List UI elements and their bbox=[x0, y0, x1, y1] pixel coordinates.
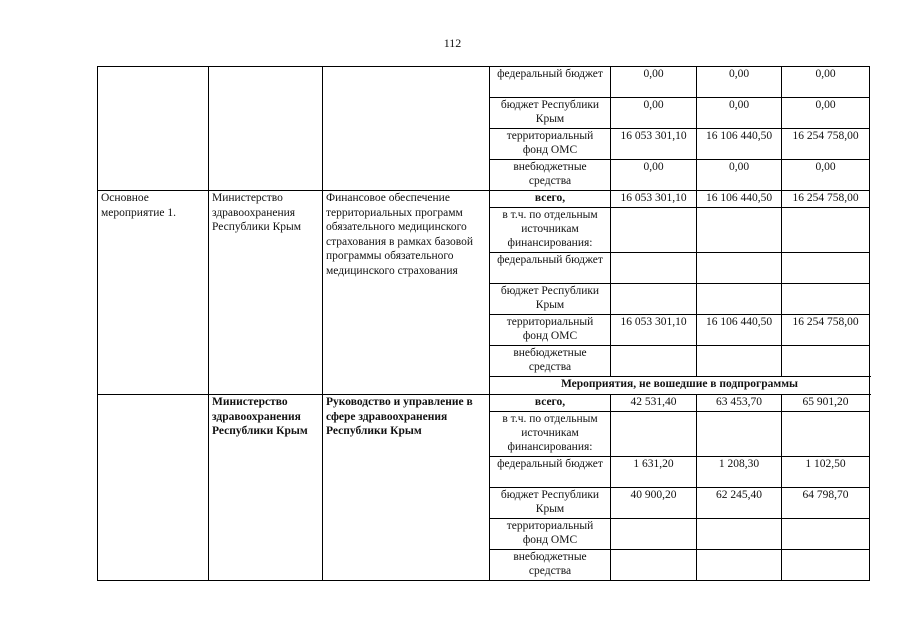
executor-cell bbox=[209, 67, 323, 191]
value-cell bbox=[697, 412, 782, 457]
value-cell: 16 106 440,50 bbox=[697, 191, 782, 208]
value-cell: 0,00 bbox=[697, 98, 782, 129]
activity-description: Финансовое обеспечение территориальных программ обязательного медицинского страхования в рамках базовой программы обязательного медицинского страхования bbox=[323, 191, 490, 395]
activity-cell bbox=[98, 395, 209, 581]
value-cell: 0,00 bbox=[697, 160, 782, 191]
source-label: территориальный фонд ОМС bbox=[490, 519, 611, 550]
source-label: федеральный бюджет bbox=[490, 253, 611, 284]
activity-description: Руководство и управление в сфере здравоохранения Республики Крым bbox=[323, 395, 490, 581]
value-cell: 16 053 301,10 bbox=[611, 129, 697, 160]
value-cell bbox=[697, 519, 782, 550]
source-label: внебюджетные средства bbox=[490, 550, 611, 581]
budget-table bbox=[97, 66, 870, 581]
source-label: бюджет Республики Крым bbox=[490, 284, 611, 315]
value-cell bbox=[782, 346, 870, 377]
value-cell: 63 453,70 bbox=[697, 395, 782, 412]
value-cell: 16 106 440,50 bbox=[697, 129, 782, 160]
source-label-total: всего, bbox=[490, 191, 611, 208]
value-cell bbox=[611, 412, 697, 457]
executor-name: Министерство здравоохранения Республики Крым bbox=[209, 395, 323, 581]
description-cell bbox=[323, 67, 490, 191]
value-cell bbox=[782, 208, 870, 253]
table-row bbox=[98, 67, 870, 98]
value-cell: 65 901,20 bbox=[782, 395, 870, 412]
value-cell bbox=[782, 284, 870, 315]
value-cell: 0,00 bbox=[611, 67, 697, 98]
value-cell: 0,00 bbox=[782, 67, 870, 98]
value-cell: 40 900,20 bbox=[611, 488, 697, 519]
value-cell bbox=[611, 346, 697, 377]
value-cell: 16 053 301,10 bbox=[611, 191, 697, 208]
value-cell bbox=[611, 550, 697, 581]
source-label: внебюджетные средства bbox=[490, 160, 611, 191]
value-cell: 16 254 758,00 bbox=[782, 315, 870, 346]
value-cell: 0,00 bbox=[697, 67, 782, 98]
value-cell bbox=[697, 253, 782, 284]
value-cell: 1 208,30 bbox=[697, 457, 782, 488]
value-cell: 62 245,40 bbox=[697, 488, 782, 519]
source-label: бюджет Республики Крым bbox=[490, 98, 611, 129]
value-cell: 0,00 bbox=[611, 160, 697, 191]
value-cell: 1 102,50 bbox=[782, 457, 870, 488]
value-cell bbox=[611, 253, 697, 284]
table-row bbox=[98, 191, 870, 208]
activity-cell bbox=[98, 67, 209, 191]
source-label: внебюджетные средства bbox=[490, 346, 611, 377]
source-label: территориальный фонд ОМС bbox=[490, 129, 611, 160]
value-cell bbox=[782, 412, 870, 457]
value-cell bbox=[697, 208, 782, 253]
value-cell: 0,00 bbox=[782, 98, 870, 129]
source-label: федеральный бюджет bbox=[490, 457, 611, 488]
value-cell bbox=[697, 284, 782, 315]
value-cell bbox=[611, 519, 697, 550]
section-title: Мероприятия, не вошедшие в подпрограммы bbox=[490, 377, 870, 395]
source-label: в т.ч. по отдельным источникам финансирования: bbox=[490, 208, 611, 253]
source-label: бюджет Республики Крым bbox=[490, 488, 611, 519]
value-cell bbox=[782, 253, 870, 284]
source-label-total: всего, bbox=[490, 395, 611, 412]
value-cell: 1 631,20 bbox=[611, 457, 697, 488]
source-label: федеральный бюджет bbox=[490, 67, 611, 98]
value-cell: 16 254 758,00 bbox=[782, 129, 870, 160]
value-cell bbox=[611, 284, 697, 315]
activity-name: Основное мероприятие 1. bbox=[98, 191, 209, 395]
source-label: территориальный фонд ОМС bbox=[490, 315, 611, 346]
value-cell bbox=[782, 519, 870, 550]
value-cell: 16 106 440,50 bbox=[697, 315, 782, 346]
value-cell bbox=[697, 550, 782, 581]
value-cell: 16 053 301,10 bbox=[611, 315, 697, 346]
source-label: в т.ч. по отдельным источникам финансирования: bbox=[490, 412, 611, 457]
value-cell: 0,00 bbox=[611, 98, 697, 129]
value-cell: 64 798,70 bbox=[782, 488, 870, 519]
value-cell: 0,00 bbox=[782, 160, 870, 191]
page-number: 112 bbox=[443, 36, 462, 50]
value-cell bbox=[782, 550, 870, 581]
table-row bbox=[98, 395, 870, 412]
value-cell: 16 254 758,00 bbox=[782, 191, 870, 208]
value-cell: 42 531,40 bbox=[611, 395, 697, 412]
value-cell bbox=[697, 346, 782, 377]
value-cell bbox=[611, 208, 697, 253]
executor-name: Министерство здравоохранения Республики Крым bbox=[209, 191, 323, 395]
